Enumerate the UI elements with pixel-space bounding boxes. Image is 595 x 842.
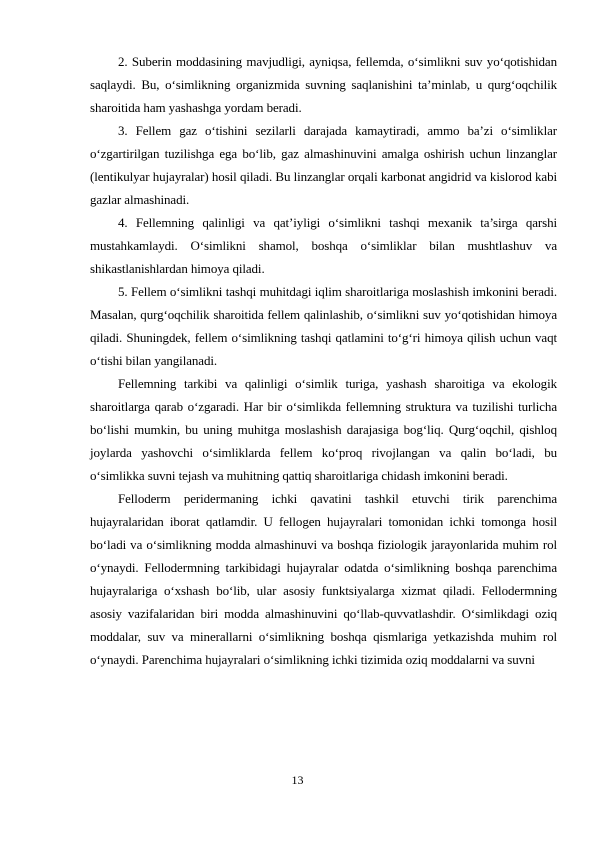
page-number: 13 [291,773,304,787]
paragraph-fellem-composition: Fellemning tarkibi va qalinligi o‘simlik turiga, yashash sharoitiga va ekologik sharoitlarga qarab o‘zgaradi. Har bir o‘simlikda fellemning struktura va tuzilishi turlicha bo‘lishi mumkin, bu uning muhitga moslashish darajasiga bog‘liq. Qurg‘oqchil, qishloq joylarda yashovchi o‘simliklarda fellem ko‘proq rivojlangan va qalin bo‘ladi, bu o‘simlikka suvni tejash va muhitning qattiq sharoitlariga chidash imkonini beradi. [90,376,557,483]
paragraph-gas-exchange: 3. Fellem gaz o‘tishini sezilarli darajada kamaytiradi, ammo ba’zi o‘simliklar o‘zgartirilgan tuzilishga ega bo‘lib, gaz almashinuvini amalga oshirish uchun linzanglar (lentikulyar hujayralar) hosil qiladi. Bu linzanglar orqali karbonat angidrid va kislorod kabi gazlar almashinadi. [90,123,557,207]
paragraph-suberin: 2. Suberin moddasining mavjudligi, ayniqsa, fellemda, o‘simlikni suv yo‘qotishidan saqlaydi. Bu, o‘simlikning organizmida suvning saqlanishini ta’minlab, u qurg‘oqchilik sharoitida ham yashashga yordam beradi. [90,54,557,115]
page-body [90,50,557,671]
paragraph-climate-adaptation: 5. Fellem o‘simlikni tashqi muhitdagi iqlim sharoitlariga moslashish imkonini beradi. Masalan, qurg‘oqchilik sharoitida fellem qalinlashib, o‘simlikni suv yo‘qotishidan himoya qiladi. Shuningdek, fellem o‘simlikning tashqi qatlamini to‘g‘ri himoya qilish uchun vaqt o‘tishi bilan yangilanadi. [90,284,557,368]
paragraph-felloderm: Felloderm peridermaning ichki qavatini tashkil etuvchi tirik parenchima hujayralaridan iborat qatlamdir. U fellogen hujayralari tomonidan ichki tomonga hosil bo‘ladi va o‘simlikning modda almashinuvi va boshqa fiziologik jarayonlarida muhim rol o‘ynaydi. Fellodermning tarkibidagi hujayralar odatda o‘simlikning boshqa parenchima hujayralariga o‘xshash bo‘lib, ular asosiy funktsiyalarga xizmat qiladi. Fellodermning asosiy vazifalaridan biri modda almashinuvini qo‘llab-quvvatlashdir. O‘simlikdagi oziq moddalar, suv va minerallarni o‘simlikning boshqa qismlariga yetkazishda muhim rol o‘ynaydi. Parenchima hujayralari o‘simlikning ichki tizimida oziq moddalarni va suvni [90,491,557,667]
paragraph-mechanical-protection: 4. Fellemning qalinligi va qat’iyligi o‘simlikni tashqi mexanik ta’sirga qarshi mustahkamlaydi. O‘simlikni shamol, boshqa o‘simliklar bilan mushtlashuv va shikastlanishlardan himoya qiladi. [90,215,557,276]
